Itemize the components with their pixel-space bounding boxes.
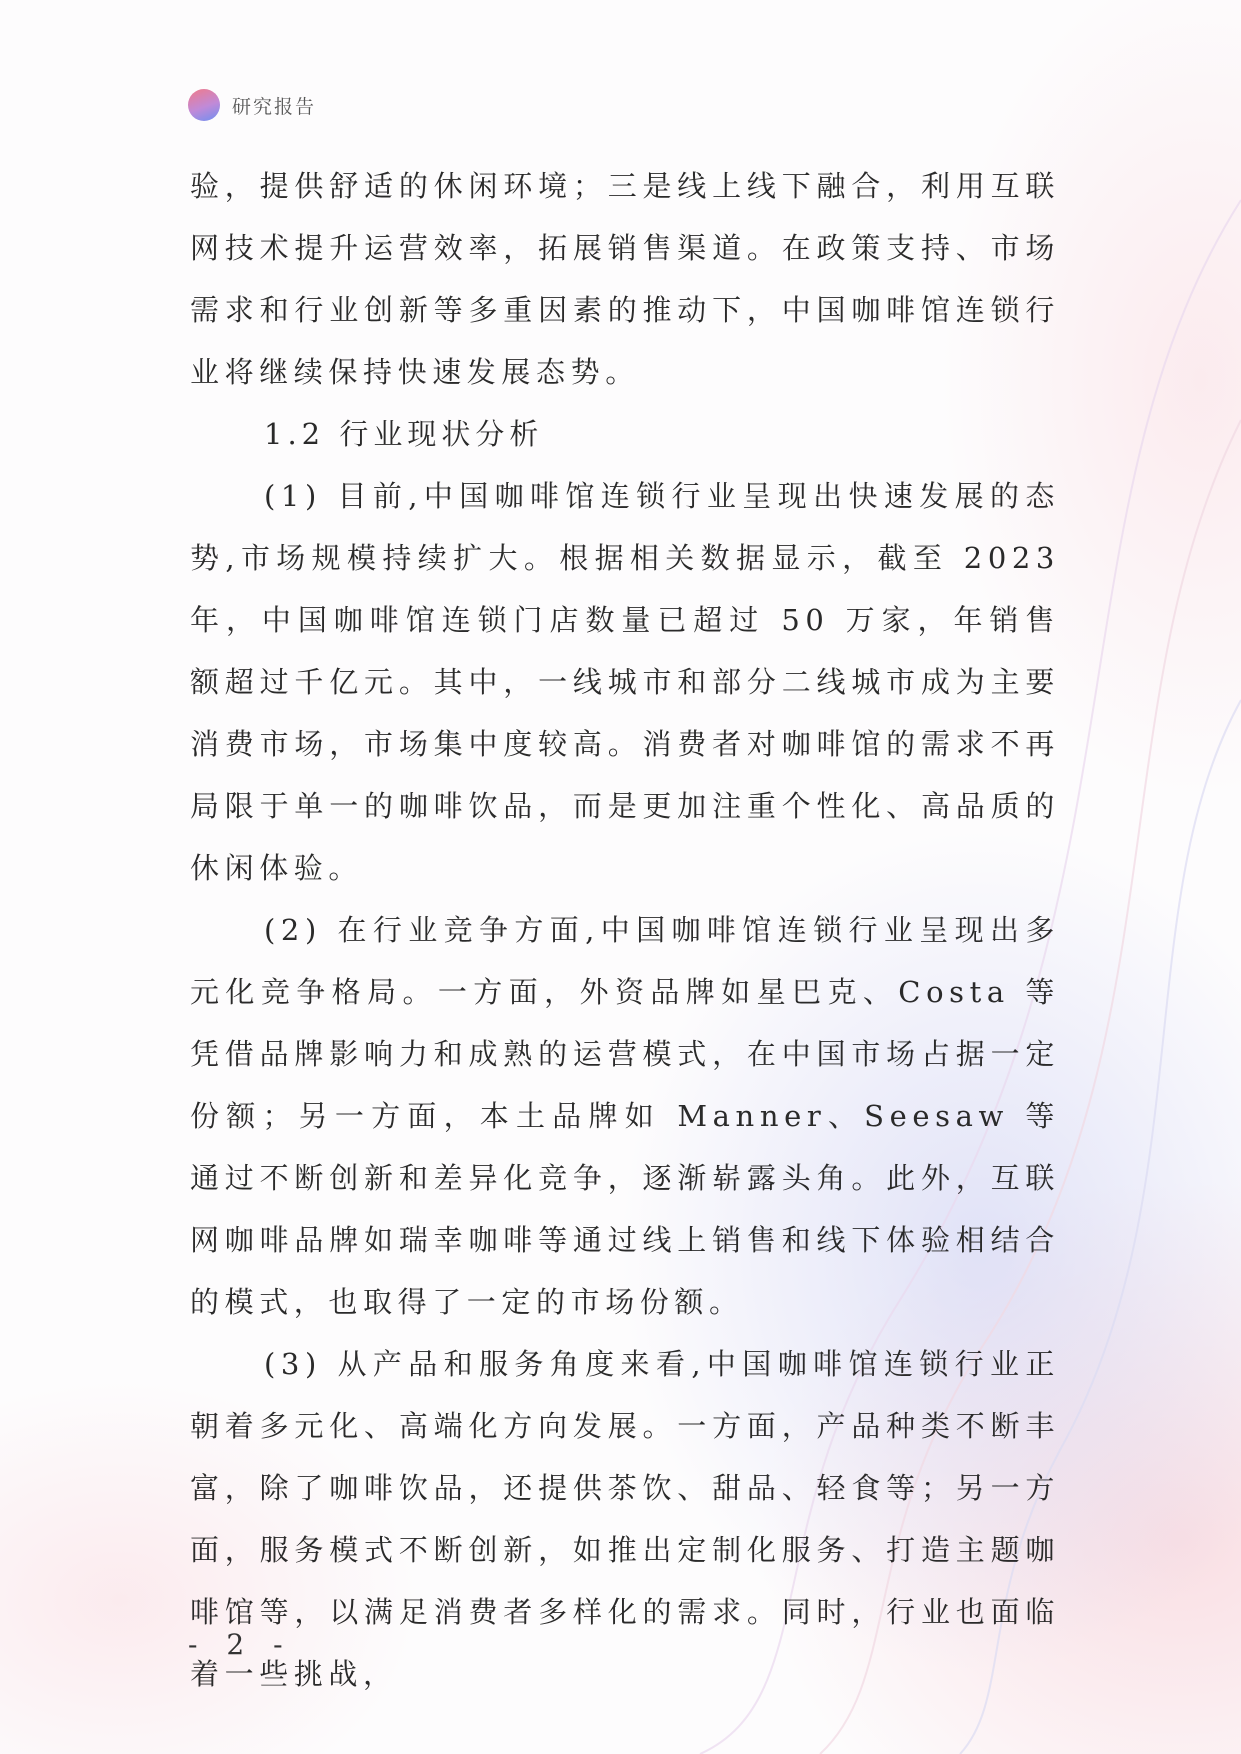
paragraph-1: (1) 目前,中国咖啡馆连锁行业呈现出快速发展的态势,市场规模持续扩大。根据相关数据显示，截至 2023 年，中国咖啡馆连锁门店数量已超过 50 万家，年销售额超过千亿元。其中，一线城市和部分二线城市成为主要消费市场，市场集中度较高。消费者对咖啡馆的需求不再局限于单一的咖啡饮品，而是更加注重个性化、高品质的休闲体验。 [190, 479, 1060, 885]
report-logo-icon [188, 89, 220, 121]
header-title: 研究报告 [232, 95, 317, 118]
paragraph-3: (3) 从产品和服务角度来看,中国咖啡馆连锁行业正朝着多元化、高端化方向发展。一方面，产品种类不断丰富，除了咖啡饮品，还提供茶饮、甜品、轻食等；另一方面，服务模式不断创新，如推出定制化服务、打造主题咖啡馆等，以满足消费者多样化的需求。同时，行业也面临着一些挑战， [190, 1347, 1060, 1691]
document-body [190, 155, 1060, 1705]
report-header [188, 88, 316, 122]
paragraph-2: (2) 在行业竞争方面,中国咖啡馆连锁行业呈现出多元化竞争格局。一方面，外资品牌如星巴克、Costa 等凭借品牌影响力和成熟的运营模式，在中国市场占据一定份额；另一方面，本土品牌如 Manner、Seesaw 等通过不断创新和差异化竞争，逐渐崭露头角。此外，互联网咖啡品牌如瑞幸咖啡等通过线上销售和线下体验相结合的模式，也取得了一定的市场份额。 [190, 913, 1060, 1319]
paragraph-continuation: 验，提供舒适的休闲环境；三是线上线下融合，利用互联网技术提升运营效率，拓展销售渠道。在政策支持、市场需求和行业创新等多重因素的推动下，中国咖啡馆连锁行业将继续保持快速发展态势。 [190, 169, 1060, 389]
section-heading: 1.2 行业现状分析 [264, 417, 544, 451]
page-number: - 2 - [188, 1628, 293, 1661]
